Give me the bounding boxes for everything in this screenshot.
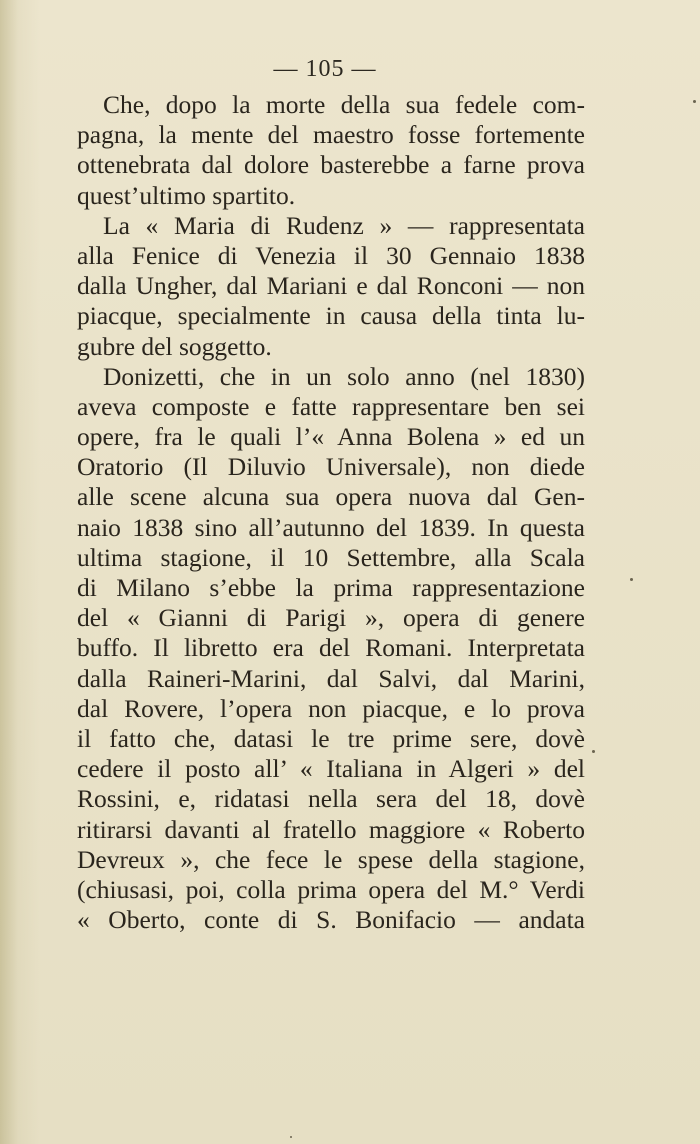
text-line: Devreux », che fece le spese della stagione, [77,844,585,874]
page-number: — 105 — [273,56,377,82]
text-line: dal Rovere, l’opera non piacque, e lo prova [77,693,585,723]
paper-speck [693,100,696,103]
text-line: del « Gianni di Parigi », opera di genere [77,603,585,633]
text-line: opere, fra le quali l’« Anna Bolena » ed un [77,422,585,452]
text-line: naio 1838 sino all’autunno del 1839. In questa [77,512,585,542]
text-line: « Oberto, conte di S. Bonifacio — andata [77,905,585,935]
paper-speck [592,750,595,753]
text-line: quest’ultimo spartito. [77,180,296,210]
text-line: ultima stagione, il 10 Settembre, alla Scala [77,542,585,572]
paper-speck [630,578,633,581]
text-line: dalla Raineri-Marini, dal Salvi, dal Marini, [77,663,585,693]
text-line: alla Fenice di Venezia il 30 Gennaio 1838 [77,240,585,270]
text-line: (chiusasi, poi, colla prima opera del M.° Verdi [77,874,585,904]
text-line: il fatto che, datasi le tre prime sere, dovè [77,723,585,753]
text-line: ottenebrata dal dolore basterebbe a farne prova [77,150,585,180]
text-line: aveva composte e fatte rappresentare ben sei [77,391,585,421]
text-line: Rossini, e, ridatasi nella sera del 18, dovè [77,784,585,814]
text-line: ritirarsi davanti al fratello maggiore « Roberto [77,814,585,844]
text-line: gubre del soggetto. [77,331,272,361]
text-line: buffo. Il libretto era del Romani. Interpretata [77,633,585,663]
text-line: alle scene alcuna sua opera nuova dal Gen- [77,482,585,512]
paper-speck [290,1136,292,1138]
text-line: cedere il posto all’ « Italiana in Algeri » del [77,754,585,784]
body-text [77,90,585,935]
text-line: dalla Ungher, dal Mariani e dal Ronconi — non [77,271,585,301]
text-line: pagna, la mente del maestro fosse fortemente [77,120,585,150]
text-line: La « Maria di Rudenz » — rappresentata [103,210,585,240]
text-line: Che, dopo la morte della sua fedele com- [103,90,585,119]
text-line: Donizetti, che in un solo anno (nel 1830) [103,361,585,391]
text-line: Oratorio (Il Diluvio Universale), non diede [77,452,585,482]
text-line: di Milano s’ebbe la prima rappresentazione [77,573,585,602]
text-line: piacque, specialmente in causa della tinta lu- [77,301,585,331]
